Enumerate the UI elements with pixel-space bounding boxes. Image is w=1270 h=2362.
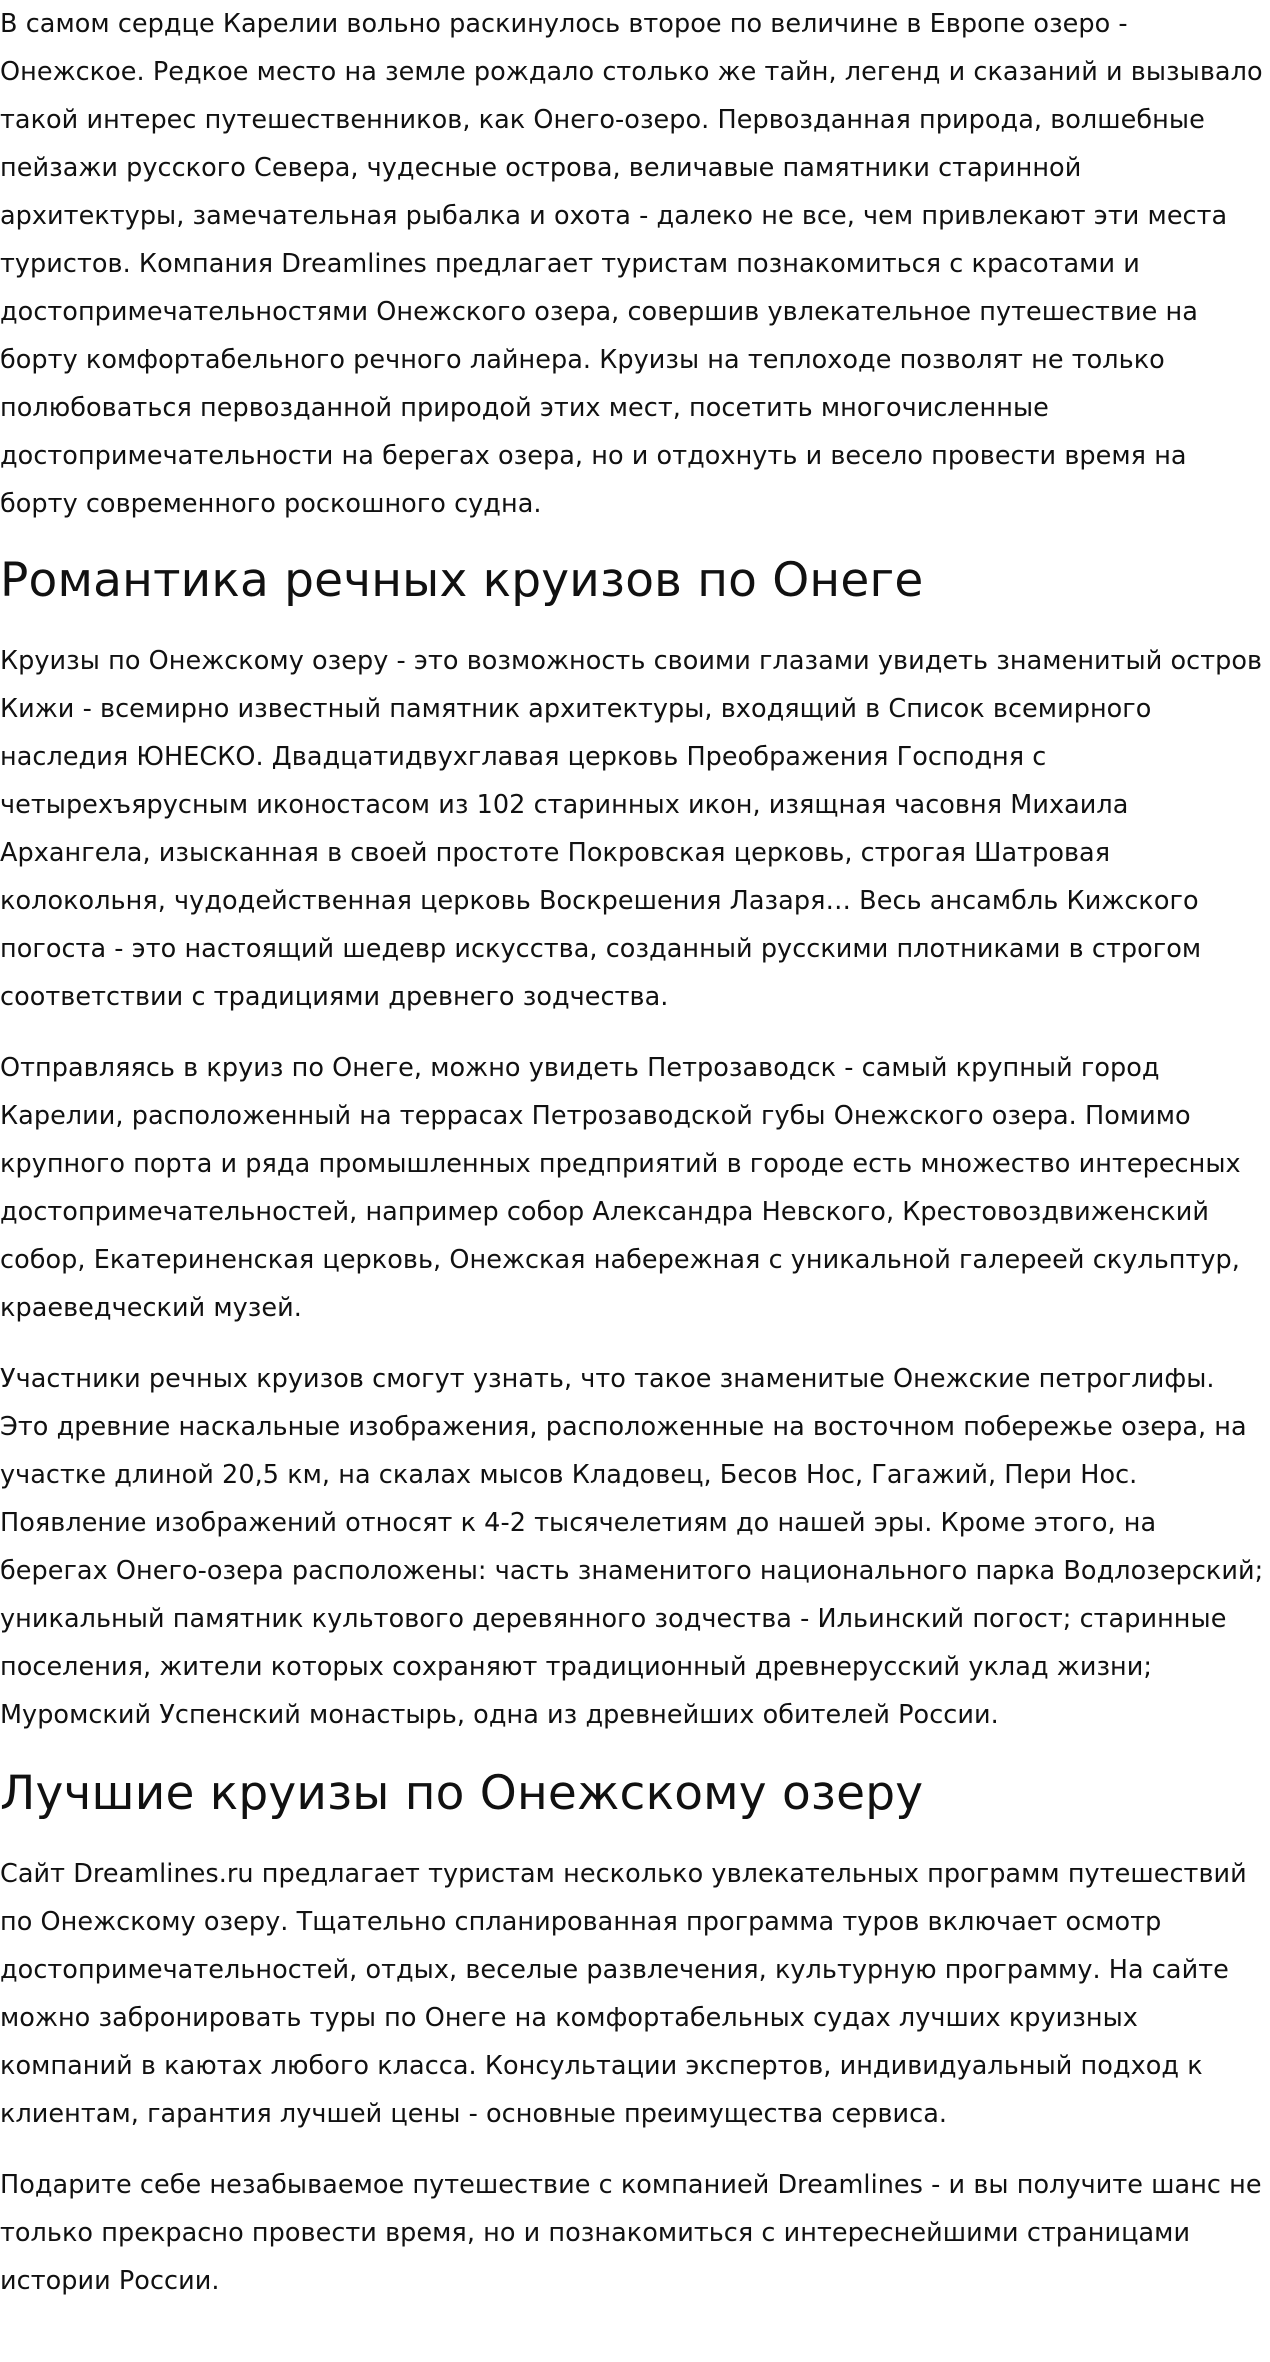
section-heading-best-cruises: Лучшие круизы по Онежскому озеру [0,1766,924,1821]
paragraph-petrozavodsk: Отправляясь в круиз по Онеге, можно увидеть Петрозаводск - самый крупный город Карелии, расположенный на террасах Петрозаводской губы Онежского озера. Помимо крупного порта и ряда промышленных предприятий в городе есть множество интересных достопримечательностей, например собор Александра Невского, Крестовоздвиженский собор, Екатериненская церковь, Онежская набережная с уникальной галереей скульптур, краеведческий музей. [0,1053,1241,1323]
paragraph-closing: Подарите себе незабываемое путешествие с компанией Dreamlines - и вы получите шанс не только прекрасно провести время, но и познакомиться с интереснейшими страницами истории России. [0,2170,1262,2296]
paragraph-kizhi: Круизы по Онежскому озеру - это возможность своими глазами увидеть знаменитый остров Кижи - всемирно известный памятник архитектуры, входящий в Список всемирного наследия ЮНЕСКО. Двадцатидвухглавая церковь Преображения Господня с четырехъярусным иконостасом из 102 старинных икон, изящная часовня Михаила Архангела, изысканная в своей простоте Покровская церковь, строгая Шатровая колокольня, чудодейственная церковь Воскрешения Лазаря… Весь ансамбль Кижского погоста - это настоящий шедевр искусства, созданный русскими плотниками в строгом соответствии с традициями древнего зодчества. [0,646,1263,1012]
paragraph-petroglyphs: Участники речных круизов смогут узнать, что такое знаменитые Онежские петроглифы. Это древние наскальные изображения, расположенные на восточном побережье озера, на участке длиной 20,5 км, на скалах мысов Кладовец, Бесов Нос, Гагажий, Пери Нос. Появление изображений относят к 4-2 тысячелетиям до нашей эры. Кроме этого, на берегах Онего-озера расположены: часть знаменитого национального парка Водлозерский; уникальный памятник культового деревянного зодчества - Ильинский погост; старинные поселения, жители которых сохраняют традиционный древнерусский уклад жизни; Муромский Успенский монастырь, одна из древнейших обителей России. [0,1364,1264,1730]
paragraph-dreamlines-site: Сайт Dreamlines.ru предлагает туристам несколько увлекательных программ путешествий по Онежскому озеру. Тщательно спланированная программа туров включает осмотр достопримечательностей, отдых, веселые развлечения, культурную программу. На сайте можно забронировать туры по Онеге на комфортабельных судах лучших круизных компаний в каютах любого класса. Консультации экспертов, индивидуальный подход к клиентам, гарантия лучшей цены - основные преимущества сервиса. [0,1859,1247,2129]
section-heading-romance: Романтика речных круизов по Онеге [0,553,924,608]
intro-paragraph: В самом сердце Карелии вольно раскинулось второе по величине в Европе озеро - Онежское. Редкое место на земле рождало столько же тайн, легенд и сказаний и вызывало такой интерес путешественников, как Онего-озеро. Первозданная природа, волшебные пейзажи русского Севера, чудесные острова, величавые памятники старинной архитектуры, замечательная рыбалка и охота - далеко не все, чем привлекают эти места туристов. Компания Dreamlines предлагает туристам познакомиться с красотами и достопримечательностями Онежского озера, совершив увлекательное путешествие на борту комфортабельного речного лайнера. Круизы на теплоходе позволят не только полюбоваться первозданной природой этих мест, посетить многочисленные достопримечательности на берегах озера, но и отдохнуть и весело провести время на борту современного роскошного судна. [0,9,1263,519]
